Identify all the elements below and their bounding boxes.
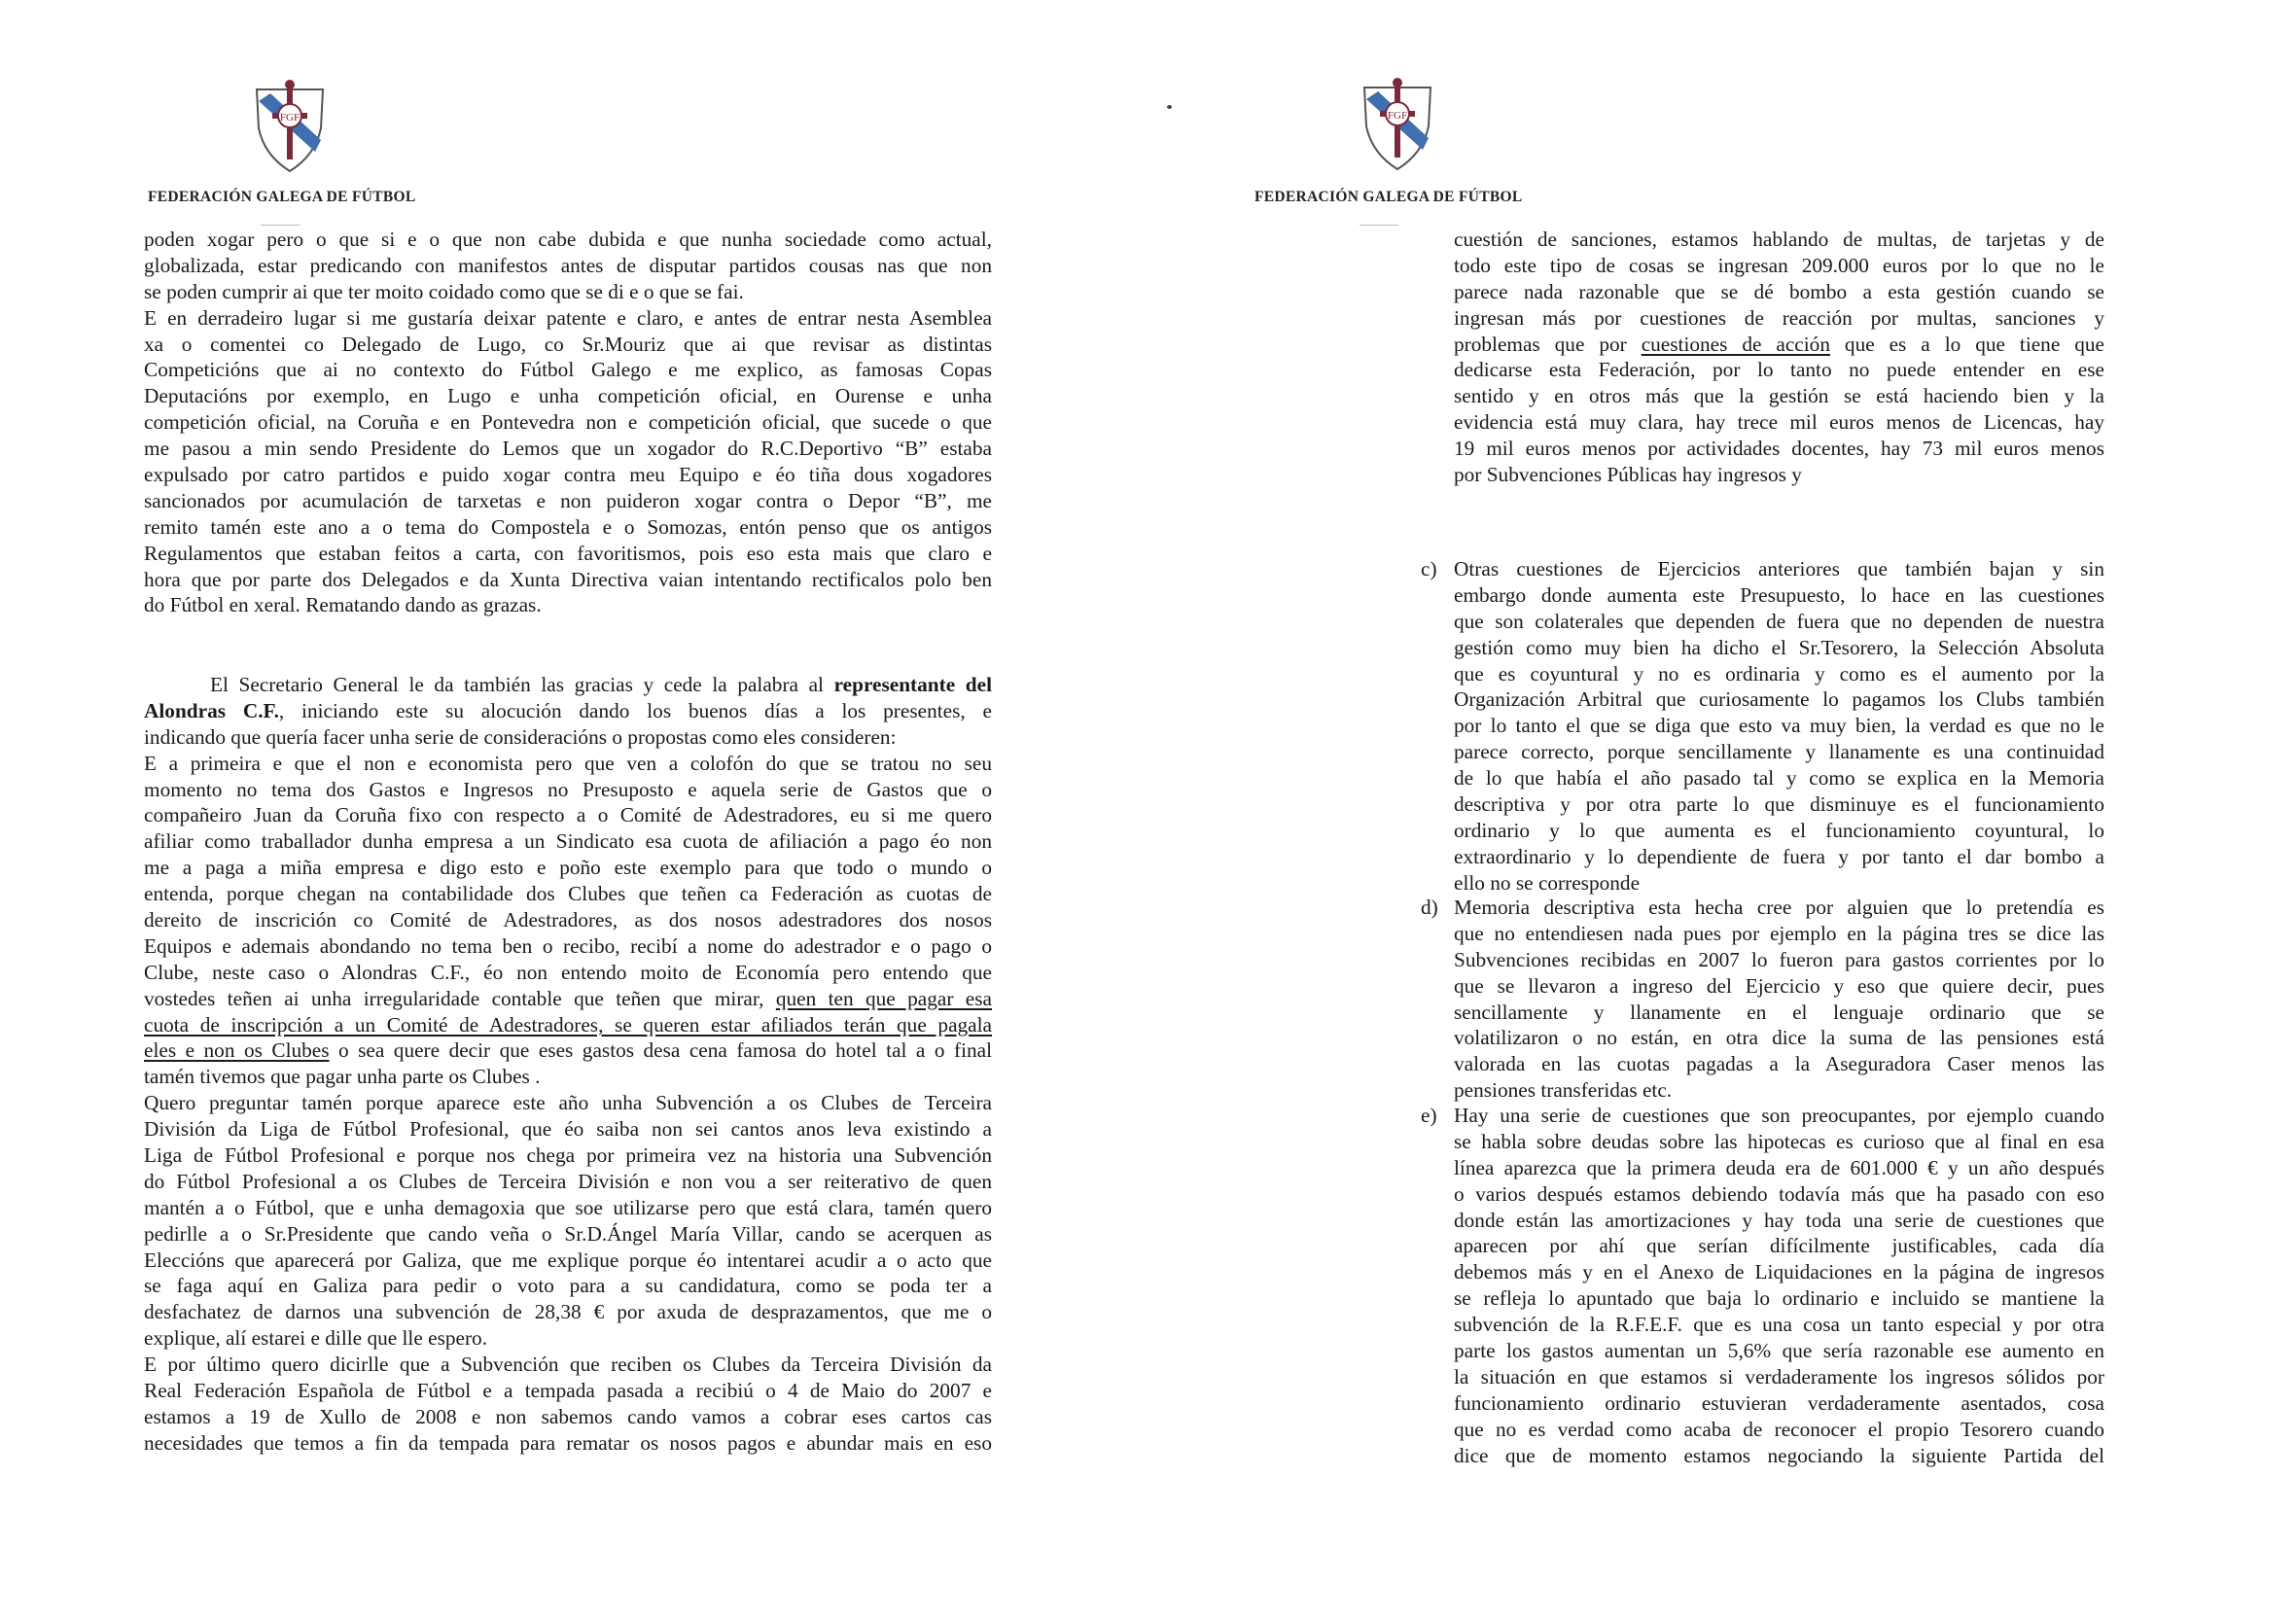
underlined-text: cuota de inscripción a un Comité de Adestradores, se queren estar afiliados terán que pagala (144, 1012, 992, 1037)
fgf-shield-logo (1359, 78, 1436, 171)
text-line: 19 mil euros menos por actividades docentes, hay 73 mil euros menos (1454, 437, 2104, 461)
text-line: División da Liga de Fútbol Profesional, que éo saiba non sei cantos anos leva existindo a (144, 1117, 992, 1142)
text-line: por lo tanto el que se diga que esto va muy bien, la verdad es que no le (1454, 714, 2104, 738)
text-line (1454, 332, 2104, 358)
text-line: debemos más y en el Anexo de Liquidaciones en la página de ingresos (1454, 1260, 2104, 1284)
text-line: sencillamente y llanamente en el lenguaje ordinario que se (1454, 1000, 2104, 1024)
text-line: Clube, neste caso o Alondras C.F., éo non entendo moito de Economía pero entendo que (144, 960, 992, 984)
text-line: afiliar como traballador dunha empresa a un Sindicato esa cuota de afiliación a pago éo non (144, 829, 992, 854)
text-segment: o sea quere decir que eses gastos desa cena famosa do hotel tal a o final (329, 1038, 993, 1063)
text-line (144, 1037, 992, 1064)
text-line: que son colaterales que dependen de fuera que no dependen de nuestra (1454, 609, 2104, 633)
text-line: expulsado por catro partidos e puido xogar contra meu Equipo e éo tiña dous xogadores (144, 463, 992, 487)
text-line: que es coyuntural y no es ordinaria y como es el aumento por la (1454, 661, 2104, 685)
svg-text:FGF: FGF (279, 112, 300, 123)
text-line: dereito de inscrición co Comité de Adestradores, as dos nosos adestradores dos nosos (144, 908, 992, 932)
text-line: Organización Arbitral que curiosamente lo pagamos los Clubs también (1454, 687, 2104, 712)
text-line: Deputacións por exemplo, en Lugo e unha competición oficial, en Ourense e unha (144, 384, 992, 408)
text-line: línea aparezca que la primera deuda era de 601.000 € y un año después (1454, 1155, 2104, 1179)
text-line: momento no tema dos Gastos e Ingresos no Presuposto e aquela serie de Gastos que o (144, 777, 992, 801)
underlined-text: quen ten que pagar esa (775, 986, 993, 1010)
text-line: sentido y en otros más que la gestión se está haciendo bien y la (1454, 384, 2104, 408)
text-line: Real Federación Española de Fútbol e a tempada pasada a recibiú o 4 de Maio do 2007 e (144, 1379, 992, 1403)
org-header: FEDERACIÓN GALEGA DE FÚTBOL (148, 189, 416, 205)
text-line: descriptiva y por otra parte lo que disminuye es el funcionamiento (1454, 792, 2104, 817)
text-line: evidencia está muy clara, hay trece mil euros menos de Licencas, hay (1454, 410, 2104, 435)
text-line: E a primeira e que el non e economista pero que ven a colofón do que se tratou no seu (144, 751, 992, 775)
text-line: de lo que había el año pasado tal y como se explica en la Memoria (1454, 766, 2104, 791)
text-line: globalizada, estar predicando con manifestos antes de disputar partidos cousas nas que non (144, 253, 992, 277)
text-line: subvención de la R.F.E.F. que es una cosa un tanto especial y por otra (1454, 1313, 2104, 1337)
right-page (1148, 0, 2296, 1617)
text-line: Subvenciones recibidas en 2007 lo fueron para gastos corrientes por lo (1454, 947, 2104, 971)
text-line: hora que por parte dos Delegados e da Xunta Directiva vaian intentando rectificalos polo ben (144, 567, 992, 591)
text-line: volatilizaron o no están, en otra dice la suma de las pensiones está (1454, 1026, 2104, 1050)
text-line: ingresan más por cuestiones de reacción por multas, sanciones y (1454, 305, 2104, 330)
text-line: que se llevaron a ingreso del Ejercicio y eso que quiere decir, pues (1454, 973, 2104, 998)
text-line: aparecen por ahí que serían difícilmente justificables, cada día (1454, 1234, 2104, 1258)
list-item-label: c) (1421, 557, 1437, 580)
text-line: Competicións que ai no contexto do Fútbol Galego e me explico, as famosas Copas (144, 358, 992, 382)
text-line: parte los gastos aumentan un 5,6% que sería razonable ese aumento en (1454, 1339, 2104, 1363)
list-item-label: d) (1421, 896, 1438, 919)
text-line: donde están las amortizaciones y hay toda una serie de cuestiones que (1454, 1208, 2104, 1232)
text-line: E por último quero dicirlle que a Subvención que reciben os Clubes da Terceira División da (144, 1353, 992, 1377)
text-line: parece nada razonable que se dé bombo a esta gestión cuando se (1454, 279, 2104, 303)
text-line: poden xogar pero o que si e o que non cabe dubida e que nunha sociedade como actual, (144, 228, 992, 251)
list-item (1421, 1103, 2104, 1468)
text-line: que no es verdad como acaba de reconocer el propio Tesorero cuando (1454, 1417, 2104, 1441)
text-line (144, 672, 992, 698)
list-item-label: e) (1421, 1104, 1437, 1127)
text-line: sancionados por acumulación de tarxetas e non puideron xogar contra o Depor “B”, me (144, 488, 992, 512)
header-divider (261, 225, 300, 226)
text-line: remito tamén este ano a o tema do Compostela e o Somozas, entón penso que os antigos (144, 514, 992, 539)
text-line (144, 698, 992, 724)
text-line: Equipos e ademais abondando no tema ben o recibo, recibí a nome do adestrador e o pago o (144, 933, 992, 958)
text-line: extraordinario y lo dependiente de fuera y por tanto el dar bombo a (1454, 844, 2104, 868)
text-line: dice que de momento estamos negociando la siguiente Partida del (1454, 1443, 2104, 1467)
text-line: explique, alí estarei e dille que lle espero. (144, 1326, 488, 1351)
text-line: funcionamiento ordinario estuvieran verdaderamente asentados, cosa (1454, 1390, 2104, 1415)
text-line: desfachatez de darnos una subvención de 28,38 € por axuda de desprazamentos, que me o (144, 1300, 992, 1324)
text-line: o varios después estamos debiendo todavía más que ha pasado con eso (1454, 1181, 2104, 1206)
text-line: compañeiro Juan da Coruña fixo con respecto a o Comité de Adestradores, eu si me quero (144, 803, 992, 827)
text-line: Otras cuestiones de Ejercicios anteriores que también bajan y sin (1454, 557, 2104, 580)
text-line: do Fútbol Profesional a os Clubes de Terceira División e non vou a ser reiterativo de quen (144, 1169, 992, 1193)
text-line: Memoria descriptiva esta hecha cree por alguien que lo pretendía es (1454, 896, 2104, 919)
text-line: ello no se corresponde (1454, 870, 1641, 895)
text-line: me a paga a miña empresa e digo esto e poño este exemplo para que todo o mundo o (144, 856, 992, 880)
text-line (144, 986, 992, 1012)
header-divider (1360, 225, 1398, 226)
text-line: se refleja lo apuntado que baja lo ordinario e incluido se mantiene la (1454, 1286, 2104, 1311)
text-line: parece correcto, porque sencillamente y llanamente es una continuidad (1454, 740, 2104, 764)
text-line: Quero preguntar tamén porque aparece este año unha Subvención a os Clubes de Terceira (144, 1091, 992, 1115)
text-line: mantén a o Fútbol, que e unha demagoxia que soe utilizarse pero que está clara, tamén quero (144, 1195, 992, 1219)
text-line: la situación en que estamos si verdaderamente los ingresos sólidos por (1454, 1364, 2104, 1389)
text-line: entenda, porque chegan na contabilidade dos Clubes que teñen ca Federación as cuotas de (144, 882, 992, 906)
text-line: Liga de Fútbol Profesional e porque nos chega por primeira vez na historia una Subvención (144, 1143, 992, 1168)
text-line: embargo donde aumenta este Presupuesto, lo hace en las cuestiones (1454, 582, 2104, 607)
list-item (1421, 556, 2104, 896)
text-line: que no entendiesen nada pues por ejemplo en la página tres se dice las (1454, 921, 2104, 945)
text-segment: , iniciando este su alocución dando los buenos días a los presentes, e (278, 698, 992, 722)
text-line (144, 1012, 992, 1038)
text-line: todo este tipo de cosas se ingresan 209.000 euros por lo que no le (1454, 253, 2104, 277)
text-line: me pasou a min sendo Presidente do Lemos que un xogador do R.C.Deportivo “B” estaba (144, 437, 992, 461)
bold-text: representante del (833, 673, 992, 696)
fgf-shield-logo (251, 80, 329, 173)
svg-text:FGF: FGF (1387, 110, 1408, 122)
text-line: se faga aquí en Galiza para pedir o voto para a su candidatura, como se poda ter a (144, 1274, 992, 1298)
text-line: competición oficial, na Coruña e en Pontevedra non e competición oficial, que sucede o que (144, 410, 992, 435)
right-paragraph-block-1 (1454, 227, 2104, 488)
text-segment: problemas que por (1454, 332, 1642, 356)
text-line: valorada en las cuotas pagadas a la Aseguradora Caser menos las (1454, 1052, 2104, 1076)
text-line: gestión como muy bien ha dicho el Sr.Tesorero, la Selección Absoluta (1454, 635, 2104, 659)
text-line: por Subvenciones Públicas hay ingresos y (1454, 463, 1802, 487)
underlined-text: cuestiones de acción (1641, 332, 1830, 356)
text-segment: vostedes teñen ai unha irregularidade contable que teñen que mirar, (144, 986, 776, 1010)
text-line: se habla sobre deudas sobre las hipotecas es curioso que al final en esa (1454, 1129, 2104, 1153)
text-line: se poden cumprir ai que ter moito coidado como que se di e o que se fai. (144, 279, 744, 303)
text-segment: que es a lo que tiene que (1829, 332, 2104, 356)
text-line: do Fútbol en xeral. Rematando dando as grazas. (144, 593, 542, 617)
text-line: Hay una serie de cuestiones que son preocupantes, por ejemplo cuando (1454, 1104, 2104, 1127)
underlined-text: eles e non os Clubes (144, 1038, 330, 1063)
text-line: tamén tivemos que pagar unha parte os Clubes . (144, 1065, 541, 1089)
text-line: xa o comentei co Delegado de Lugo, co Sr.Mouriz que ai que revisar as distintas (144, 332, 992, 356)
text-segment: El Secretario General le da también las gracias y cede la palabra al (210, 673, 834, 696)
text-line: indicando que quería facer unha serie de consideracións o propostas como eles consideren: (144, 724, 897, 749)
text-line: cuestión de sanciones, estamos hablando de multas, de tarjetas y de (1454, 228, 2104, 251)
text-line: necesidades que temos a fin da tempada para rematar os nosos pagos e abundar mais en eso (144, 1430, 992, 1455)
text-line: dedicarse esta Federación, por lo tanto no puede entender en ese (1454, 358, 2104, 382)
left-paragraph-block-1 (144, 227, 992, 618)
bold-text: Alondras C.F. (144, 698, 279, 722)
text-line: estamos a 19 de Xullo de 2008 e non sabemos cando vamos a cobrar eses cartos cas (144, 1404, 992, 1428)
left-paragraph-block-2 (144, 672, 992, 1457)
text-line: pensiones transferidas etc. (1454, 1078, 1673, 1103)
text-line: ordinario y lo que aumenta es el funcionamiento coyuntural, lo (1454, 818, 2104, 842)
org-header: FEDERACIÓN GALEGA DE FÚTBOL (1254, 189, 1523, 205)
list-item (1421, 895, 2104, 1104)
text-line: Eleccións que aparecerá por Galiza, que me explique porque éo intentarei acudir a o acto que (144, 1248, 992, 1272)
text-line: Regulamentos que estaban feitos a carta, con favoritismos, pois eso esta mais que claro e (144, 541, 992, 565)
text-line: E en derradeiro lugar si me gustaría deixar patente e claro, e antes de entrar nesta Asemblea (144, 305, 992, 330)
text-line: pedirlle a o Sr.Presidente que cando veña o Sr.D.Ángel María Villar, cando se acerquen as (144, 1221, 992, 1246)
